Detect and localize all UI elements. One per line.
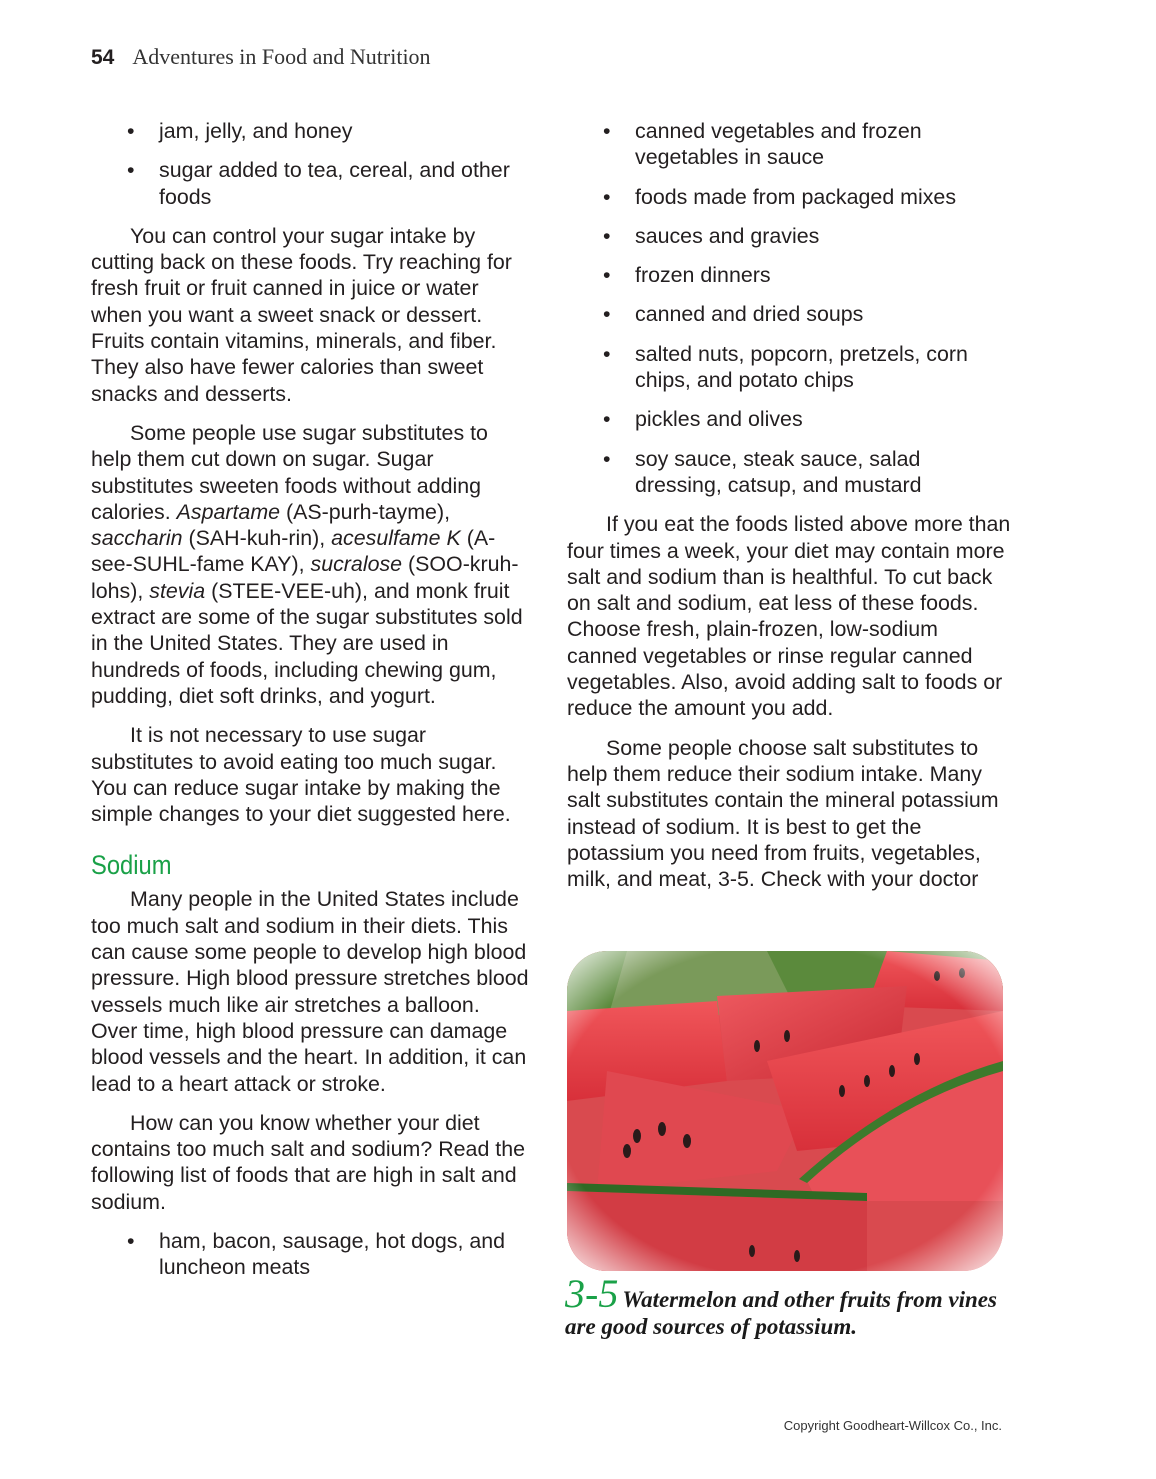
list-item: • pickles and olives xyxy=(603,407,803,432)
figure-number: 3-5 xyxy=(565,1271,619,1316)
bullet-icon: • xyxy=(603,407,611,432)
paragraph: Many people in the United States include too much salt and sodium in their diets. This can cause some people to develop high blood pressure. High blood pressure stretches blood vessels much like air stretches a balloon. Over time, high blood pressure can damage blood vessels and the heart. In addition, it can lead to a heart attack or stroke. xyxy=(91,887,529,1096)
list-item: • foods made from packaged mixes xyxy=(603,184,957,209)
list-item: • jam, jelly, and honey xyxy=(127,119,353,143)
paragraph: If you eat the foods listed above more than four times a week, your diet may contain more salt and sodium than is healthful. To cut back on salt and sodium, eat less of these foods. Choose fresh, plain-frozen, low-sodium canned vegetables or rinse regular canned vegetables. Also, avoid adding salt to foods or reduce the amount you add. xyxy=(567,512,1011,721)
bullet-icon: • xyxy=(127,158,135,183)
term: stevia xyxy=(149,578,206,603)
bullet-list-sodium xyxy=(91,1228,531,1281)
list-item: • canned vegetables and frozen vegetables in sauce xyxy=(603,119,922,170)
list-item: • soy sauce, steak sauce, salad dressing, catsup, and mustard xyxy=(603,446,922,497)
list-item: • frozen dinners xyxy=(603,263,771,288)
term: saccharin xyxy=(91,526,183,551)
section-heading-sodium: Sodium xyxy=(91,850,172,881)
watermelon-illustration xyxy=(567,951,1003,1271)
bullet-icon: • xyxy=(603,119,611,143)
list-item: • sauces and gravies xyxy=(603,223,820,248)
list-item: • canned and dried soups xyxy=(603,302,864,327)
bullet-icon: • xyxy=(603,302,611,327)
term: sucralose xyxy=(310,552,403,577)
bullet-icon: • xyxy=(603,341,611,366)
paragraph-sugar-substitutes: Some people use sugar substitutes to help them cut down on sugar. Sugar substitutes sweeten foods without adding calories. Aspartame (AS-purh-tayme), saccharin (SAH-kuh-rin), acesulfame K (A-see-SUHL-fame KAY), sucralose (SOO-kruh-lohs), stevia (STEE-VEE-uh), and monk fruit extract are some of the sugar substitutes sold in the United States. They are used in hundreds of foods, including chewing gum, pudding, diet soft drinks, and yogurt. xyxy=(91,420,523,708)
list-item: • sugar added to tea, cereal, and other foods xyxy=(127,158,510,209)
book-title: Adventures in Food and Nutrition xyxy=(132,44,431,69)
bullet-icon: • xyxy=(127,119,135,143)
term: acesulfame K xyxy=(331,526,461,551)
list-item: • ham, bacon, sausage, hot dogs, and luncheon meats xyxy=(127,1228,506,1280)
bullet-list-salty-foods xyxy=(567,118,1012,498)
paragraph: It is not necessary to use sugar substitutes to avoid eating too much sugar. You can reduce sugar intake by making the simple changes to your diet suggested here. xyxy=(91,723,511,827)
paragraph: You can control your sugar intake by cutting back on these foods. Try reaching for fresh fruit or fruit canned in juice or water when you want a sweet snack or dessert. Fruits contain vitamins, minerals, and fiber. They also have fewer calories than sweet snacks and desserts. xyxy=(91,223,512,406)
caption-text: Watermelon and other fruits from vines are good sources of potassium. xyxy=(565,1287,997,1339)
figure-caption xyxy=(565,1271,1005,1340)
watermelon-photo xyxy=(567,951,1003,1271)
bullet-icon: • xyxy=(127,1228,135,1253)
term: Aspartame xyxy=(176,499,281,524)
paragraph: How can you know whether your diet contains too much salt and sodium? Read the following list of foods that are high in salt and sodium. xyxy=(91,1110,526,1214)
list-item: • salted nuts, popcorn, pretzels, corn chips, and potato chips xyxy=(603,341,968,393)
bullet-icon: • xyxy=(603,184,611,209)
right-column xyxy=(567,118,1012,905)
bullet-icon: • xyxy=(603,446,611,471)
page-number: 54 xyxy=(91,46,115,69)
copyright-notice: Copyright Goodheart-Willcox Co., Inc. xyxy=(783,1418,1002,1433)
bullet-icon: • xyxy=(603,263,611,288)
running-head xyxy=(91,44,431,78)
paragraph: Some people choose salt substitutes to help them reduce their sodium intake. Many salt substitutes contain the mineral potassium instead of sodium. It is best to get the potassium you need from fruits, vegetables, milk, and meat, 3-5. Check with your doctor xyxy=(567,735,999,892)
bullet-list-sugar xyxy=(91,118,531,210)
bullet-icon: • xyxy=(603,223,611,248)
left-column xyxy=(91,118,531,1294)
